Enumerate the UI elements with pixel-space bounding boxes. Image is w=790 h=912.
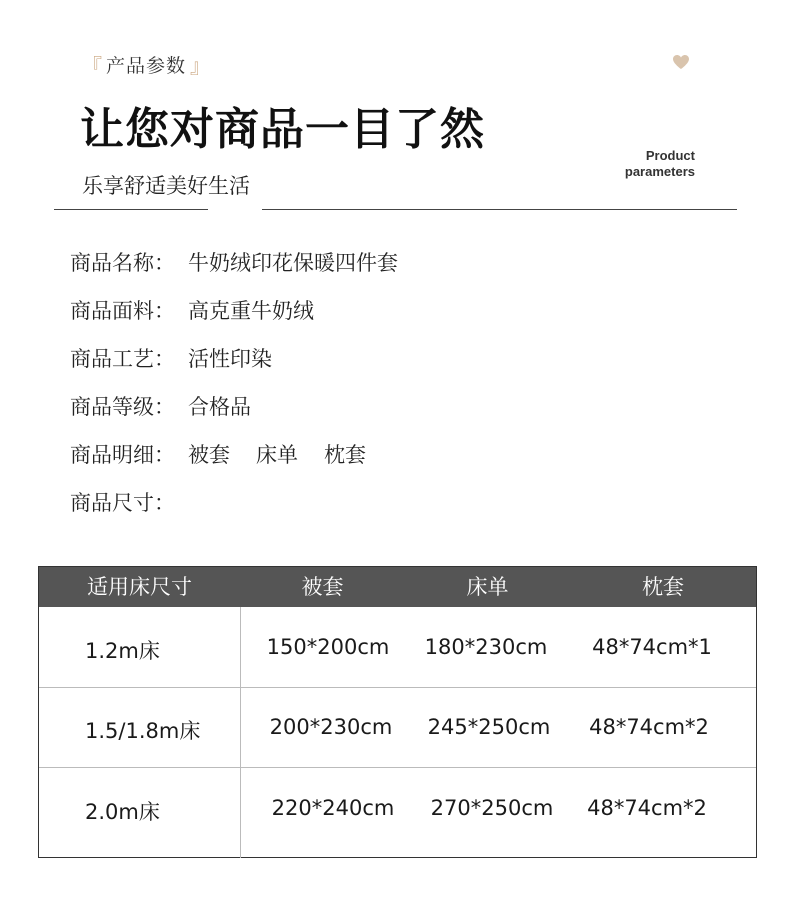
table-cell: 48*74cm*1 bbox=[592, 635, 712, 659]
spec-row-fabric bbox=[70, 295, 314, 325]
section-tag-label: 产品参数 bbox=[106, 55, 187, 77]
spec-value: 合格品 bbox=[188, 395, 251, 419]
spec-row-size bbox=[70, 487, 188, 517]
heart-icon bbox=[672, 54, 690, 70]
spec-label: 商品明细： bbox=[70, 443, 175, 467]
spec-value: 高克重牛奶绒 bbox=[188, 299, 314, 323]
table-row-divider bbox=[39, 687, 756, 688]
table-cell: 48*74cm*2 bbox=[587, 796, 707, 820]
table-cell: 48*74cm*2 bbox=[589, 715, 709, 739]
table-cell: 270*250cm bbox=[430, 796, 554, 820]
table-row-divider bbox=[39, 767, 756, 768]
table-header-cell: 适用床尺寸 bbox=[87, 575, 192, 599]
english-label-line1: Product bbox=[645, 148, 695, 163]
spec-item: 被套 bbox=[188, 443, 230, 467]
table-cell: 180*230cm bbox=[424, 635, 548, 659]
table-header bbox=[39, 567, 756, 607]
table-cell: 200*230cm bbox=[269, 715, 393, 739]
table-cell: 1.5/1.8m床 bbox=[85, 719, 201, 743]
spec-label: 商品名称： bbox=[70, 251, 175, 275]
table-cell: 1.2m床 bbox=[85, 639, 160, 663]
spec-row-details bbox=[70, 439, 366, 469]
bracket-close: 』 bbox=[190, 54, 211, 78]
spec-item: 床单 bbox=[256, 443, 298, 467]
divider-right bbox=[262, 209, 737, 210]
table-header-cell: 枕套 bbox=[642, 575, 684, 599]
spec-label: 商品面料： bbox=[70, 299, 175, 323]
spec-label: 商品等级： bbox=[70, 395, 175, 419]
table-column-divider bbox=[240, 607, 241, 858]
table-cell: 220*240cm bbox=[271, 796, 395, 820]
page-title: 让您对商品一目了然 bbox=[80, 104, 485, 155]
spec-label: 商品尺寸： bbox=[70, 491, 175, 515]
english-label bbox=[610, 148, 695, 180]
table-cell: 150*200cm bbox=[266, 635, 390, 659]
spec-row-grade bbox=[70, 391, 251, 421]
english-label-line2: parameters bbox=[624, 164, 695, 179]
spec-value: 牛奶绒印花保暖四件套 bbox=[188, 251, 398, 275]
table-cell: 245*250cm bbox=[427, 715, 551, 739]
spec-value: 活性印染 bbox=[188, 347, 272, 371]
bracket-open: 『 bbox=[82, 54, 102, 78]
table-header-cell: 床单 bbox=[466, 575, 509, 599]
table-cell: 2.0m床 bbox=[85, 800, 160, 824]
spec-row-craft bbox=[70, 343, 272, 373]
spec-item: 枕套 bbox=[324, 443, 366, 467]
size-table bbox=[38, 566, 757, 858]
section-tag bbox=[82, 50, 210, 79]
table-header-cell: 被套 bbox=[301, 575, 344, 599]
spec-row-name bbox=[70, 247, 398, 277]
divider-left bbox=[54, 209, 208, 210]
spec-label: 商品工艺： bbox=[70, 347, 175, 371]
page-subtitle: 乐享舒适美好生活 bbox=[82, 174, 250, 198]
